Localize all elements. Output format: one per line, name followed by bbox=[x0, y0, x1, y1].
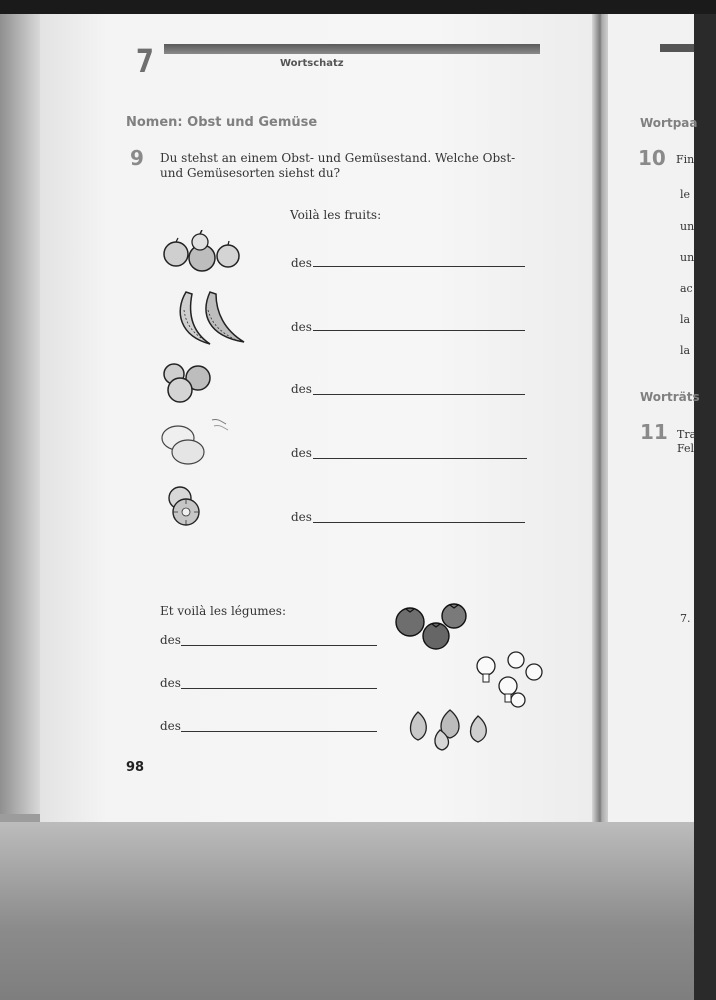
vegetable-2-prefix: des bbox=[160, 676, 181, 690]
scan-right-edge bbox=[694, 14, 716, 1000]
scan-bottom-area bbox=[0, 822, 694, 1000]
right-page bbox=[608, 14, 697, 822]
right-heading-2: Worträts bbox=[640, 390, 700, 404]
vegetable-1-answer-line[interactable] bbox=[181, 645, 377, 646]
fruit-4-prefix: des bbox=[291, 446, 312, 460]
chapter-bar bbox=[164, 44, 540, 54]
fruits-label: Voilà les fruits: bbox=[290, 208, 382, 222]
vegetable-2-answer-line[interactable] bbox=[181, 688, 377, 689]
chapter-title: Wortschatz bbox=[280, 58, 344, 69]
right-chapter-bar bbox=[660, 44, 694, 52]
page-number: 98 bbox=[126, 760, 145, 775]
kiwis-icon bbox=[162, 484, 206, 532]
scan-top-edge bbox=[0, 0, 716, 14]
fruit-1-prefix: des bbox=[291, 256, 312, 270]
right-exercise-11: 11 bbox=[640, 420, 668, 444]
right-ex10-line-3: un bbox=[680, 220, 695, 233]
fruit-5-answer-line[interactable] bbox=[313, 522, 525, 523]
right-ex10-line-4: un bbox=[680, 251, 695, 264]
vegetable-1-prefix: des bbox=[160, 633, 181, 647]
right-heading-1: Wortpaa bbox=[640, 116, 698, 130]
bananas-icon bbox=[170, 290, 250, 352]
fruit-5-prefix: des bbox=[291, 510, 312, 524]
vegetable-3-prefix: des bbox=[160, 719, 181, 733]
fruit-4-answer-line[interactable] bbox=[313, 458, 527, 459]
vegetables-label: Et voilà les légumes: bbox=[160, 604, 286, 618]
right-ex10-line-5: ac bbox=[680, 282, 693, 295]
oranges-icon bbox=[160, 362, 216, 408]
right-ex10-line-1: Fin bbox=[676, 153, 695, 166]
section-heading: Nomen: Obst und Gemüse bbox=[126, 115, 318, 130]
fruit-2-prefix: des bbox=[291, 320, 312, 334]
fruit-1-answer-line[interactable] bbox=[313, 266, 525, 267]
lemons-icon bbox=[160, 414, 234, 470]
right-bottom-item: 7. bbox=[680, 612, 691, 625]
right-ex11-line-1: Tra bbox=[677, 428, 697, 441]
right-ex10-line-2: le bbox=[680, 188, 691, 201]
scan-left-shadow bbox=[0, 14, 40, 814]
right-ex10-line-7: la bbox=[680, 344, 691, 357]
fruit-3-prefix: des bbox=[291, 382, 312, 396]
fruit-2-answer-line[interactable] bbox=[313, 330, 525, 331]
apples-icon bbox=[160, 230, 244, 278]
exercise-instruction: Du stehst an einem Obst- und Gemüsestand. Welche Obst- und Gemüsesorten siehst du? bbox=[160, 151, 516, 180]
vegetable-3-answer-line[interactable] bbox=[181, 731, 377, 732]
chapter-number: 7 bbox=[136, 42, 154, 80]
right-exercise-10: 10 bbox=[638, 146, 666, 170]
onions-icon bbox=[404, 706, 494, 756]
exercise-number: 9 bbox=[130, 146, 144, 170]
right-ex11-line-2: Fel bbox=[677, 442, 695, 455]
right-ex10-line-6: la bbox=[680, 313, 691, 326]
tomatoes-icon bbox=[392, 600, 472, 656]
fruit-3-answer-line[interactable] bbox=[313, 394, 525, 395]
